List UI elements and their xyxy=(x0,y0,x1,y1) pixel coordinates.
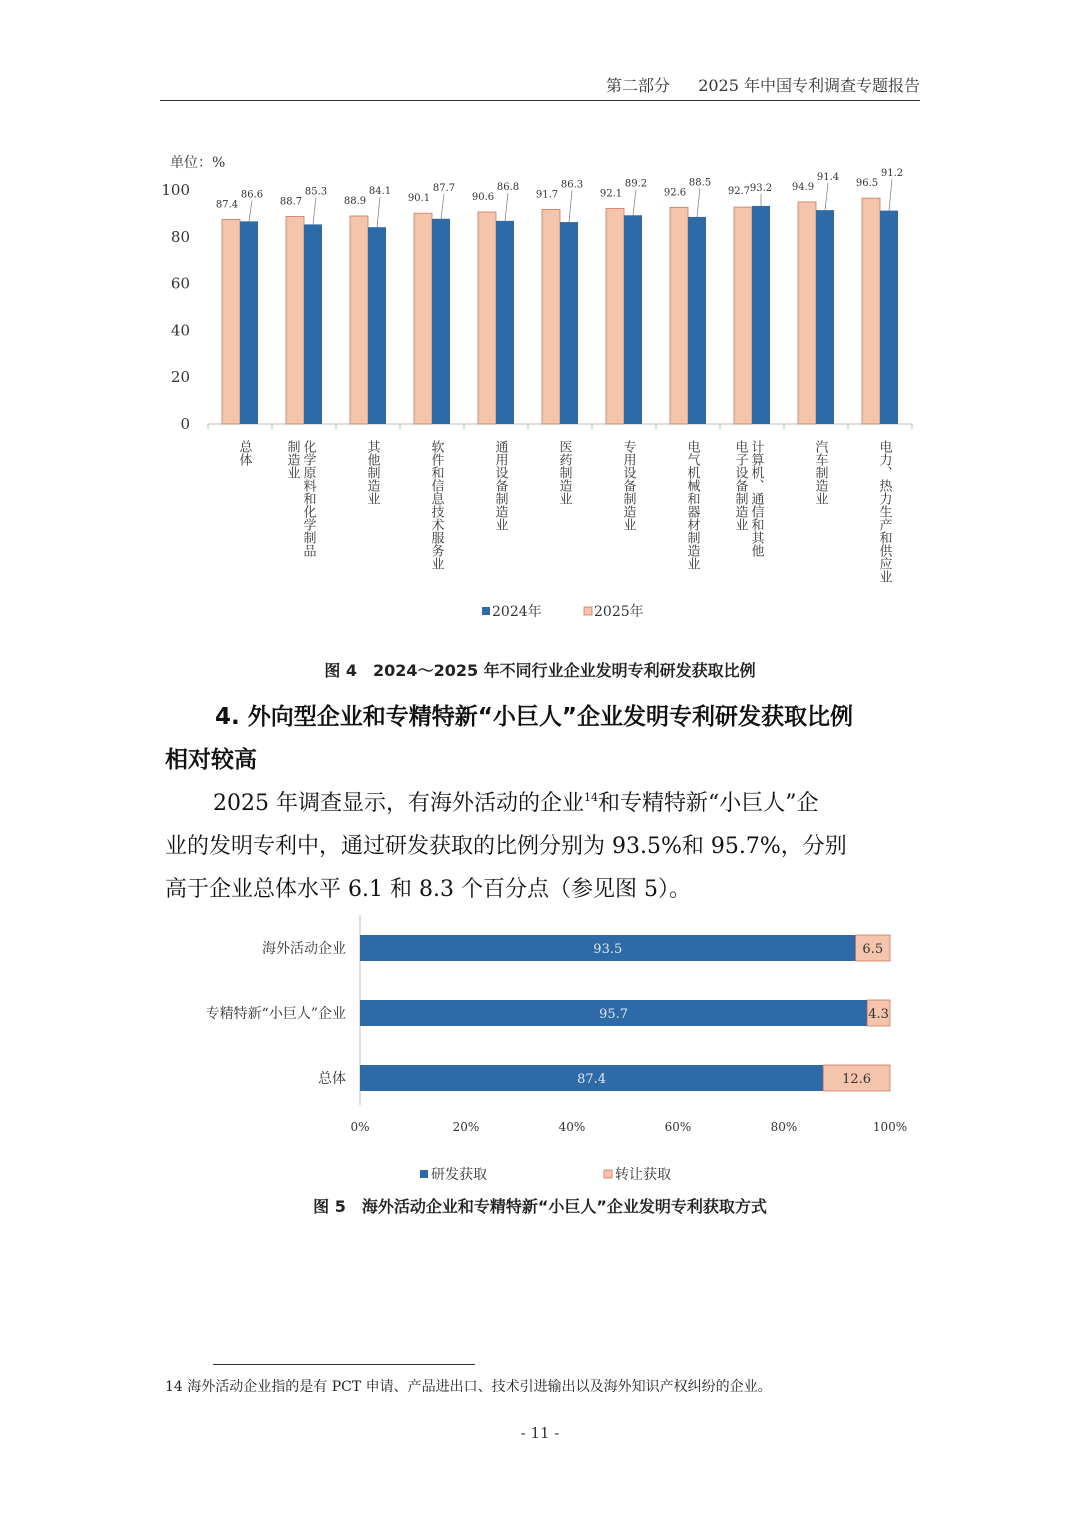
section-heading-line2: 相对较高 xyxy=(165,747,257,773)
leader-line xyxy=(697,188,700,217)
y-tick-label: 0 xyxy=(180,415,190,433)
legend-label-2024: 2024年 xyxy=(492,604,542,620)
data-label-2025: 90.1 xyxy=(407,193,431,205)
x-category-label: 汽车制造业 xyxy=(812,440,828,505)
data-label-2025: 92.6 xyxy=(663,187,687,199)
data-label-2024: 86.6 xyxy=(240,189,264,201)
x-tick-label: 40% xyxy=(558,1120,586,1134)
x-category-label: 专用设备制造业 xyxy=(620,440,636,531)
legend-label-rd: 研发获取 xyxy=(431,1167,487,1183)
header-title: 2025 年中国专利调查专题报告 xyxy=(698,76,920,95)
para-line3: 高于企业总体水平 6.1 和 8.3 个百分点（参见图 5）。 xyxy=(165,877,691,902)
data-label-2024: 87.7 xyxy=(432,183,456,195)
x-category-label: 通用设备制造业 xyxy=(492,440,508,531)
footnote-ref[interactable]: 14 xyxy=(583,791,598,804)
data-label-2024: 84.1 xyxy=(368,185,392,197)
para-line1-b: 和专精特新“小巨人”企 xyxy=(597,791,819,816)
bar-2025 xyxy=(222,219,240,424)
data-label-transfer: 12.6 xyxy=(842,1072,872,1087)
legend-label-2025: 2025年 xyxy=(594,604,644,620)
bar-2024 xyxy=(752,206,770,424)
bar-2025 xyxy=(670,207,688,424)
bar-2024 xyxy=(496,221,514,424)
data-label-2025: 91.7 xyxy=(535,189,559,201)
data-label-2024: 88.5 xyxy=(688,177,712,189)
para-line1 xyxy=(165,782,920,825)
bar-2024 xyxy=(240,221,258,424)
y-tick-label: 60 xyxy=(170,274,190,293)
x-category-label: 计算机、通信和其他 xyxy=(748,440,764,557)
bar-2024 xyxy=(688,217,706,424)
bar-2024 xyxy=(432,219,450,424)
header-section: 第二部分 xyxy=(605,76,670,95)
data-label-rd: 93.5 xyxy=(593,942,623,957)
row-label: 海外活动企业 xyxy=(262,941,346,957)
bar-2024 xyxy=(368,227,386,424)
leader-line xyxy=(249,200,252,221)
y-tick-label: 40 xyxy=(170,321,190,340)
data-label-2024: 86.3 xyxy=(560,179,584,191)
figure4-chart xyxy=(0,0,1080,660)
x-category-label: 化学原料和化学制品 xyxy=(300,440,316,557)
y-tick-label: 20 xyxy=(170,368,190,387)
x-category-label: 医药制造业 xyxy=(556,440,572,505)
bar-2025 xyxy=(734,207,752,424)
data-label-rd: 95.7 xyxy=(599,1007,629,1022)
page-number: - 11 - xyxy=(520,1424,560,1442)
data-label-2024: 91.2 xyxy=(880,168,904,180)
section-heading xyxy=(165,696,925,782)
bar-2024 xyxy=(304,224,322,424)
footnote: 14 海外活动企业指的是有 PCT 申请、产品进出口、技术引进输出以及海外知识产权纠纷的企业。 xyxy=(165,1379,772,1395)
leader-line xyxy=(569,190,572,222)
y-tick-label: 100 xyxy=(161,181,190,199)
x-tick-label: 100% xyxy=(872,1120,908,1134)
bar-2025 xyxy=(542,209,560,424)
data-label-2025: 92.7 xyxy=(727,185,751,197)
figure4-caption: 图 4 2024～2025 年不同行业企业发明专利研发获取比例 xyxy=(324,661,756,680)
unit-label: 单位：% xyxy=(170,155,226,171)
bar-2024 xyxy=(880,211,898,424)
leader-line xyxy=(377,197,380,227)
bar-2025 xyxy=(478,212,496,424)
data-label-2024: 91.4 xyxy=(816,171,840,183)
x-category-label: 其他制造业 xyxy=(364,440,380,505)
figure5-chart xyxy=(0,915,1080,1195)
y-tick-label: 80 xyxy=(170,227,190,246)
bar-2024 xyxy=(560,222,578,424)
x-category-label: 软件和信息技术服务业 xyxy=(428,440,444,570)
bar-2025 xyxy=(414,213,432,424)
data-label-2025: 88.9 xyxy=(343,195,367,207)
bar-2025 xyxy=(798,202,816,424)
x-category-label: 电气机械和器材制造业 xyxy=(684,440,700,570)
figure5-caption: 图 5 海外活动企业和专精特新“小巨人”企业发明专利获取方式 xyxy=(313,1197,767,1216)
data-label-2025: 96.5 xyxy=(855,178,879,190)
bar-2025 xyxy=(606,208,624,424)
leader-line xyxy=(889,179,892,210)
section-heading-line1: 4. 外向型企业和专精特新“小巨人”企业发明专利研发获取比例 xyxy=(215,704,853,730)
data-label-2025: 87.4 xyxy=(215,199,239,211)
x-tick-label: 20% xyxy=(452,1120,480,1134)
bar-2024 xyxy=(624,215,642,424)
data-label-transfer: 4.3 xyxy=(868,1007,889,1022)
body-paragraph xyxy=(165,782,920,911)
leader-line xyxy=(825,183,828,210)
row-label: 专精特新“小巨人”企业 xyxy=(205,1006,346,1022)
legend-swatch-rd xyxy=(420,1170,428,1178)
legend-swatch-2024 xyxy=(482,607,490,615)
data-label-2024: 93.2 xyxy=(749,182,773,194)
leader-line xyxy=(505,193,508,221)
data-label-rd: 87.4 xyxy=(577,1072,607,1087)
bar-2024 xyxy=(816,210,834,424)
data-label-2025: 92.1 xyxy=(599,188,623,200)
x-category-label: 总体 xyxy=(236,440,252,466)
data-label-2024: 89.2 xyxy=(624,178,648,190)
legend-label-transfer: 转让获取 xyxy=(615,1167,671,1183)
para-line2: 业的发明专利中，通过研发获取的比例分别为 93.5%和 95.7%，分别 xyxy=(165,834,847,859)
x-category-label: 电力、热力生产和供应业 xyxy=(876,440,892,583)
bar-2025 xyxy=(862,198,880,424)
row-label: 总体 xyxy=(318,1071,346,1087)
x-tick-label: 60% xyxy=(664,1120,692,1134)
leader-line xyxy=(313,197,316,224)
legend-swatch-2025 xyxy=(584,607,592,615)
leader-line xyxy=(441,194,444,219)
x-category-label: 制造业 xyxy=(284,440,300,479)
x-tick-label: 0% xyxy=(350,1120,370,1134)
data-label-2025: 94.9 xyxy=(791,181,815,193)
x-category-label: 电子设备制造业 xyxy=(732,440,748,531)
bar-2025 xyxy=(286,216,304,424)
footnote-rule xyxy=(213,1364,475,1365)
data-label-2024: 86.8 xyxy=(496,181,520,193)
data-label-transfer: 6.5 xyxy=(862,942,884,957)
para-line1-a: 2025 年调查显示，有海外活动的企业 xyxy=(213,791,584,816)
data-label-2024: 85.3 xyxy=(304,186,328,198)
bar-2025 xyxy=(350,216,368,424)
legend-swatch-transfer xyxy=(604,1170,612,1178)
data-label-2025: 90.6 xyxy=(471,191,495,203)
leader-line xyxy=(633,189,636,215)
x-tick-label: 80% xyxy=(770,1120,798,1134)
data-label-2025: 88.7 xyxy=(279,196,303,208)
